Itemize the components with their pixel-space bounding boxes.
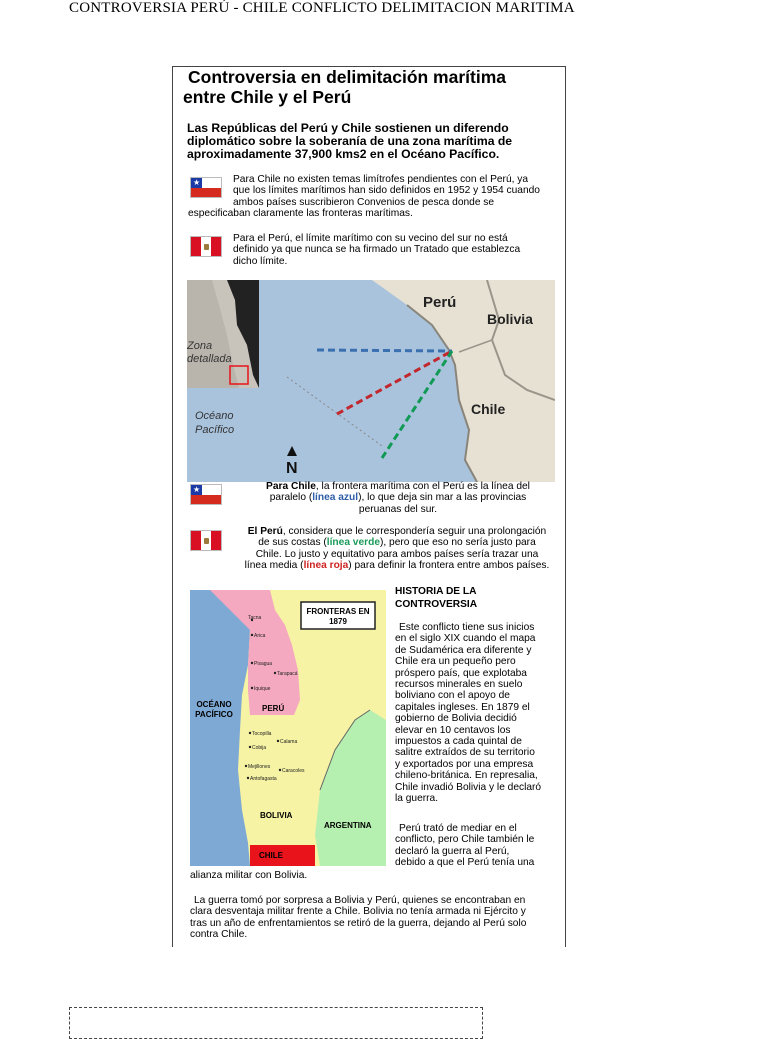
alliance-line: alianza militar con Bolivia. <box>190 870 308 881</box>
svg-text:1879: 1879 <box>329 617 347 626</box>
svg-text:BOLIVIA: BOLIVIA <box>260 811 293 820</box>
svg-text:Iquique: Iquique <box>254 686 271 692</box>
label-oceano: Océano <box>195 410 234 422</box>
chile-line-paragraph: Para Chile, la frontera marítima con el Perú es la línea del paralelo (línea azul), lo que deja sin mar a las provincias peruanas del sur. <box>266 481 530 515</box>
svg-text:Arica: Arica <box>254 633 266 639</box>
page-header: CONTROVERSIA PERÚ - CHILE CONFLICTO DELIMITACION MARITIMA <box>69 0 575 16</box>
label-north: N <box>286 460 298 477</box>
document-panel <box>172 66 566 947</box>
svg-text:ARGENTINA: ARGENTINA <box>324 821 372 830</box>
svg-text:Pisagua: Pisagua <box>254 661 273 667</box>
svg-text:Tocopilla: Tocopilla <box>252 731 272 737</box>
label-peru: Perú <box>423 294 457 311</box>
label-zona: Zona <box>187 340 213 352</box>
svg-text:Tacna: Tacna <box>248 615 262 621</box>
svg-text:FRONTERAS EN: FRONTERAS EN <box>306 607 370 616</box>
peru-flag-icon <box>190 236 222 257</box>
document-title: Controversia en delimitación marítima entre Chile y el Perú <box>183 67 507 107</box>
chile-position-paragraph: Para Chile no existen temas limítrofes pendientes con el Perú, ya que los límites marítimos han sido definidos en 1952 y 1954 cuando ambos países suscribieron Convenios de pesca donde se especificaban claramente las fronteras marítimas. <box>188 174 540 220</box>
svg-text:Calama: Calama <box>280 739 298 745</box>
chile-flag-icon: ★ <box>190 177 222 198</box>
war-paragraph: La guerra tomó por sorpresa a Bolivia y Perú, quienes se encontraban en clara desventaja militar frente a Chile. Bolivia no tenía armada ni Ejército y tras un año de enfrentamientos se retiró de la guerra, dejando al Perú solo contra Chile. <box>190 895 527 941</box>
svg-text:PERÚ: PERÚ <box>262 704 285 713</box>
label-chile: Chile <box>471 401 506 417</box>
svg-text:Cobija: Cobija <box>252 745 267 751</box>
history-paragraph: Este conflicto tiene sus inicios en el siglo XIX cuando el mapa de Sudamérica era diferente y Chile era un pequeño pero próspero país, que explotaba recursos minerales en suelo boliviano con el apoyo de capitales ingleses. En 1879 el gobierno de Bolivia decidió elevar en 10 centavos los impuestos a cada quintal de salitre extraídos de su territorio y exportados por una empresa chileno-británica. En represalia, Chile invadió Bolivia y le declaró la guerra. <box>395 622 542 805</box>
chile-flag-icon: ★ <box>190 484 222 505</box>
peru-flag-icon <box>190 530 222 551</box>
svg-text:OCÉANO: OCÉANO <box>196 700 232 709</box>
peru-position-paragraph: Para el Perú, el límite marítimo con su vecino del sur no está definido ya que nunca se ha firmado un Tratado que establezca dicho límite. <box>233 233 521 267</box>
label-detallada: detallada <box>187 353 232 365</box>
svg-text:Tarapacá: Tarapacá <box>277 671 298 677</box>
svg-text:Mejillones: Mejillones <box>248 764 271 770</box>
label-pacifico: Pacífico <box>195 424 235 436</box>
peru-line-paragraph: El Perú, considera que le correspondería seguir una prolongación de sus costas (línea verde), pero que eso no sería justo para Chile. Lo justo y equitativo para ambos países sería trazar una línea media (línea roja) para definir la frontera entre ambos países. <box>244 526 550 572</box>
svg-text:Caracoles: Caracoles <box>282 768 305 774</box>
svg-text:Antofagasta: Antofagasta <box>250 776 277 782</box>
maritime-boundary-map <box>187 280 555 482</box>
label-bolivia: Bolivia <box>487 311 533 327</box>
lead-paragraph: Las Repúblicas del Perú y Chile sostienen un diferendo diplomático sobre la soberanía de una zona marítima de aproximadamente 37,900 kms2 en el Océano Pacífico. <box>187 121 513 161</box>
borders-1879-map <box>190 590 386 866</box>
svg-text:PACÍFICO: PACÍFICO <box>195 710 233 719</box>
history-heading: HISTORIA DE LA CONTROVERSIA <box>395 586 478 610</box>
svg-text:CHILE: CHILE <box>259 851 283 860</box>
mediation-paragraph: Perú trató de mediar en el conflicto, pero Chile también le declaró la guerra al Perú, debido a que el Perú tenía una <box>395 823 535 869</box>
footer-dashed-box <box>69 1007 483 1039</box>
